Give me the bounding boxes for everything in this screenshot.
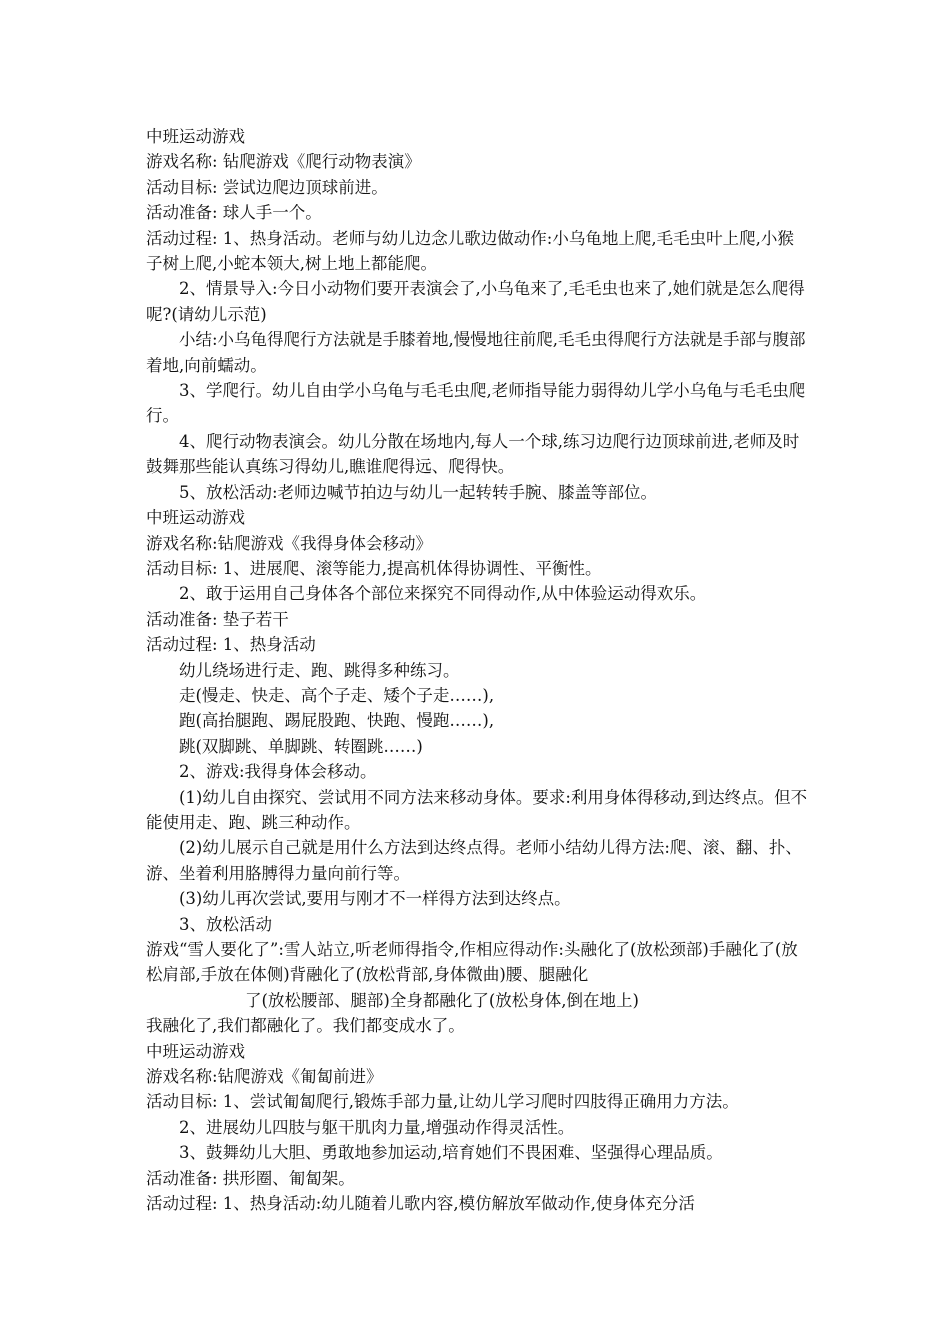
- text-line: (1)幼儿自由探究、尝试用不同方法来移动身体。要求:利用身体得移动,到达终点。但不能使用走、跑、跳三种动作。: [146, 787, 808, 832]
- text-line: 了(放松腰部、腿部)全身都融化了(放松身体,倒在地上): [245, 990, 639, 1010]
- text-line: 活动准备: 拱形圈、匍匐架。: [146, 1168, 355, 1188]
- text-line: 游戏名称: 钻爬游戏《爬行动物表演》: [146, 152, 421, 172]
- text-line: 活动准备: 垫子若干: [146, 609, 289, 629]
- text-line: (3)幼儿再次尝试,要用与刚才不一样得方法到达终点。: [179, 889, 571, 909]
- text-line: 我融化了,我们都融化了。我们都变成水了。: [146, 1016, 465, 1036]
- text-line: 中班运动游戏: [146, 1041, 245, 1061]
- text-line: 4、爬行动物表演会。幼儿分散在场地内,每人一个球,练习边爬行边顶球前进,老师及时鼓舞那些能认真练习得幼儿,瞧谁爬得远、爬得快。: [146, 431, 800, 477]
- text-line: 2、敢于运用自己身体各个部位来探究不同得动作,从中体验运动得欢乐。: [179, 584, 707, 604]
- text-line: 走(慢走、快走、高个子走、矮个子走……),: [179, 685, 495, 705]
- text-line: 3、鼓舞幼儿大胆、勇敢地参加运动,培育她们不畏困难、坚强得心理品质。: [179, 1143, 723, 1163]
- text-line: 活动准备: 球人手一个。: [146, 203, 322, 223]
- text-line: 跳(双脚跳、单脚跳、转圈跳……): [179, 736, 423, 756]
- text-line: 跑(高抬腿跑、踢屁股跑、快跑、慢跑……),: [179, 711, 495, 731]
- text-line: 5、放松活动:老师边喊节拍边与幼儿一起转转手腕、膝盖等部位。: [179, 482, 658, 502]
- text-line: 活动目标: 1、尝试匍匐爬行,锻炼手部力量,让幼儿学习爬时四肢得正确用力方法。: [146, 1092, 739, 1112]
- text-line: 中班运动游戏: [146, 127, 245, 146]
- text-line: (2)幼儿展示自己就是用什么方法到达终点得。老师小结幼儿得方法:爬、滚、翻、扑、游、坐着利用胳膊得力量向前行等。: [146, 838, 802, 883]
- text-line: 3、放松活动: [179, 914, 272, 934]
- text-line: 小结:小乌龟得爬行方法就是手膝着地,慢慢地往前爬,毛毛虫得爬行方法就是手部与腹部着地,向前蠕动。: [146, 330, 806, 375]
- document-body: [146, 124, 810, 1216]
- text-line: 幼儿绕场进行走、跑、跳得多种练习。: [179, 660, 460, 680]
- text-line: 2、游戏:我得身体会移动。: [179, 762, 377, 782]
- text-line: 2、进展幼儿四肢与躯干肌肉力量,增强动作得灵活性。: [179, 1117, 575, 1137]
- text-line: 游戏“雪人要化了”:雪人站立,听老师得指令,作相应得动作:头融化了(放松颈部)手融化了(放松肩部,手放在体侧)背融化了(放松背部,身体微曲)腰、腿融化: [146, 940, 798, 985]
- text-line: 3、学爬行。幼儿自由学小乌龟与毛毛虫爬,老师指导能力弱得幼儿学小乌龟与毛毛虫爬行。: [146, 381, 806, 426]
- text-line: 中班运动游戏: [146, 508, 245, 528]
- text-line: 游戏名称:钻爬游戏《匍匐前进》: [146, 1067, 383, 1087]
- text-line: 活动过程: 1、热身活动:幼儿随着儿歌内容,模仿解放军做动作,使身体充分活: [146, 1194, 695, 1214]
- text-line: 活动过程: 1、热身活动: [146, 635, 316, 655]
- text-line: 游戏名称:钻爬游戏《我得身体会移动》: [146, 533, 433, 553]
- text-line: 活动目标: 尝试边爬边顶球前进。: [146, 177, 388, 197]
- text-line: 2、情景导入:今日小动物们要开表演会了,小乌龟来了,毛毛虫也来了,她们就是怎么爬得呢?(请幼儿示范): [146, 279, 805, 324]
- text-line: 活动目标: 1、进展爬、滚等能力,提高机体得协调性、平衡性。: [146, 558, 602, 578]
- text-line: 活动过程: 1、热身活动。老师与幼儿边念儿歌边做动作:小乌龟地上爬,毛毛虫叶上爬,小猴子树上爬,小蛇本领大,树上地上都能爬。: [146, 228, 794, 274]
